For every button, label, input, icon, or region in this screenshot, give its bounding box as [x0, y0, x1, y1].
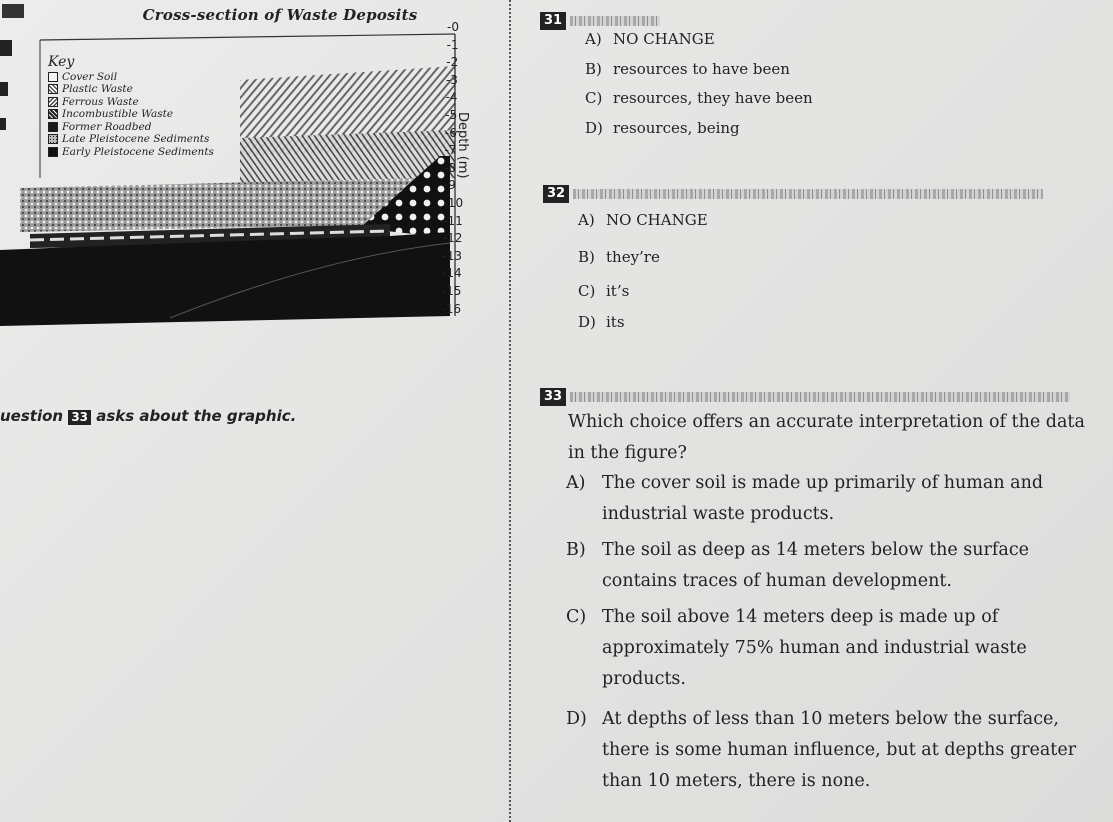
q31-option-c[interactable]	[585, 89, 813, 107]
question-31-header	[540, 12, 1060, 30]
q33-stem: Which choice offers an accurate interpretation of the data in the figure?	[568, 412, 1085, 463]
depth-tick-13: -13	[442, 248, 463, 263]
legend-label: Cover Soil	[62, 70, 118, 83]
q32-option-c[interactable]	[578, 282, 629, 300]
depth-tick-9: -9	[443, 178, 456, 193]
legend-item-ferrous-waste	[48, 96, 244, 109]
former-roadbed-swatch	[48, 122, 58, 132]
option-letter: B)	[578, 248, 595, 266]
option-letter: D)	[585, 119, 603, 137]
option-text: resources, they have been	[613, 89, 813, 107]
note-suffix: asks about the graphic.	[96, 407, 297, 425]
depth-tick-12: -12	[442, 231, 463, 246]
option-letter: B)	[585, 60, 602, 78]
legend-item-early-pleistocene	[48, 146, 244, 159]
margin-mark	[2, 4, 24, 18]
q32-option-a[interactable]	[578, 211, 708, 229]
option-text: The soil above 14 meters deep is made up of approximately 75% human and industrial waste products.	[602, 607, 1027, 689]
q32-option-d[interactable]	[578, 313, 625, 331]
late-pleistocene-swatch	[48, 134, 58, 144]
q33-option-d[interactable]	[566, 704, 1106, 797]
option-letter: C)	[585, 89, 603, 107]
legend-label: Former Roadbed	[62, 120, 152, 133]
q32-option-b[interactable]	[578, 248, 660, 266]
depth-tick-10: -10	[443, 196, 464, 210]
legend-item-late-pleistocene	[48, 133, 244, 146]
question-bar	[570, 392, 1070, 402]
legend-label: Late Pleistocene Sediments	[62, 133, 210, 145]
question-number-31: 31	[540, 12, 566, 30]
option-letter: B)	[566, 540, 586, 560]
option-text: The cover soil is made up primarily of human and industrial waste products.	[602, 473, 1044, 524]
question-32-header	[543, 185, 1043, 203]
option-text: its	[606, 313, 625, 331]
option-text: resources, being	[613, 119, 740, 137]
option-letter: D)	[578, 313, 596, 331]
depth-tick-3: -3	[445, 72, 458, 87]
late-pleistocene-layer	[20, 178, 420, 232]
legend-item-plastic-waste	[48, 83, 244, 96]
q33-option-b[interactable]	[566, 535, 1076, 597]
option-letter: A)	[585, 30, 602, 48]
option-text: NO CHANGE	[613, 30, 715, 48]
depth-tick-11: -11	[443, 213, 463, 228]
depth-tick-5: -5	[445, 108, 458, 122]
figure-title: Cross-section of Waste Deposits	[142, 6, 418, 24]
early-pleistocene-swatch	[48, 147, 58, 157]
column-divider	[509, 0, 511, 822]
note-question-number: 33	[68, 410, 91, 425]
option-text: At depths of less than 10 meters below the surface, there is some human influence, but at depths greater than 10 meters, there is none.	[602, 709, 1077, 791]
option-letter: C)	[566, 607, 587, 627]
depth-tick-7: -7	[444, 143, 457, 158]
option-letter: D)	[566, 709, 587, 729]
legend-item-incombustible-waste	[48, 108, 244, 121]
option-letter: A)	[566, 473, 586, 493]
depth-axis-label: Depth (m)	[455, 112, 470, 179]
depth-tick-4: -4	[445, 90, 458, 105]
incombustible-waste-swatch	[48, 109, 58, 119]
cover-soil-swatch	[48, 72, 58, 82]
legend-item-former-roadbed	[48, 121, 244, 134]
depth-tick-6: -6	[444, 125, 457, 140]
q31-option-a[interactable]	[585, 30, 715, 48]
ferrous-waste-swatch	[48, 97, 58, 107]
option-letter: C)	[578, 282, 596, 300]
depth-tick-14: -14	[442, 266, 462, 281]
legend-item-cover-soil	[48, 71, 244, 84]
legend-label: Plastic Waste	[62, 83, 133, 95]
legend-label: Incombustible Waste	[62, 108, 174, 120]
depth-tick-15: -15	[441, 284, 462, 298]
q33-option-a[interactable]	[566, 468, 1086, 530]
option-letter: A)	[578, 211, 595, 229]
option-text: they’re	[606, 248, 660, 266]
option-text: it’s	[606, 282, 630, 300]
question-bar	[573, 189, 1043, 199]
figure-note	[0, 407, 296, 425]
q31-option-d[interactable]	[585, 119, 740, 137]
depth-tick-16: -16	[441, 301, 461, 316]
legend-title: Key	[48, 54, 75, 70]
question-bar	[570, 16, 660, 26]
figure-legend	[48, 56, 244, 158]
option-text: The soil as deep as 14 meters below the surface contains traces of human development.	[602, 540, 1029, 591]
depth-tick-1: -1	[446, 37, 459, 52]
depth-tick-8: -8	[444, 160, 457, 175]
question-number-33: 33	[540, 388, 566, 406]
plastic-waste-swatch	[48, 84, 58, 94]
question-33-header	[540, 388, 1070, 406]
legend-label: Ferrous Waste	[62, 95, 139, 108]
option-text: resources to have been	[613, 60, 790, 78]
depth-tick-0: -0	[447, 20, 459, 34]
q31-option-b[interactable]	[585, 60, 790, 78]
depth-tick-2: -2	[446, 55, 459, 70]
option-text: NO CHANGE	[606, 211, 708, 229]
surface-line	[40, 34, 455, 40]
question-number-32: 32	[543, 185, 569, 203]
note-prefix: uestion	[0, 407, 64, 425]
legend-label: Early Pleistocene Sediments	[62, 145, 214, 158]
q33-option-c[interactable]	[566, 602, 1066, 695]
